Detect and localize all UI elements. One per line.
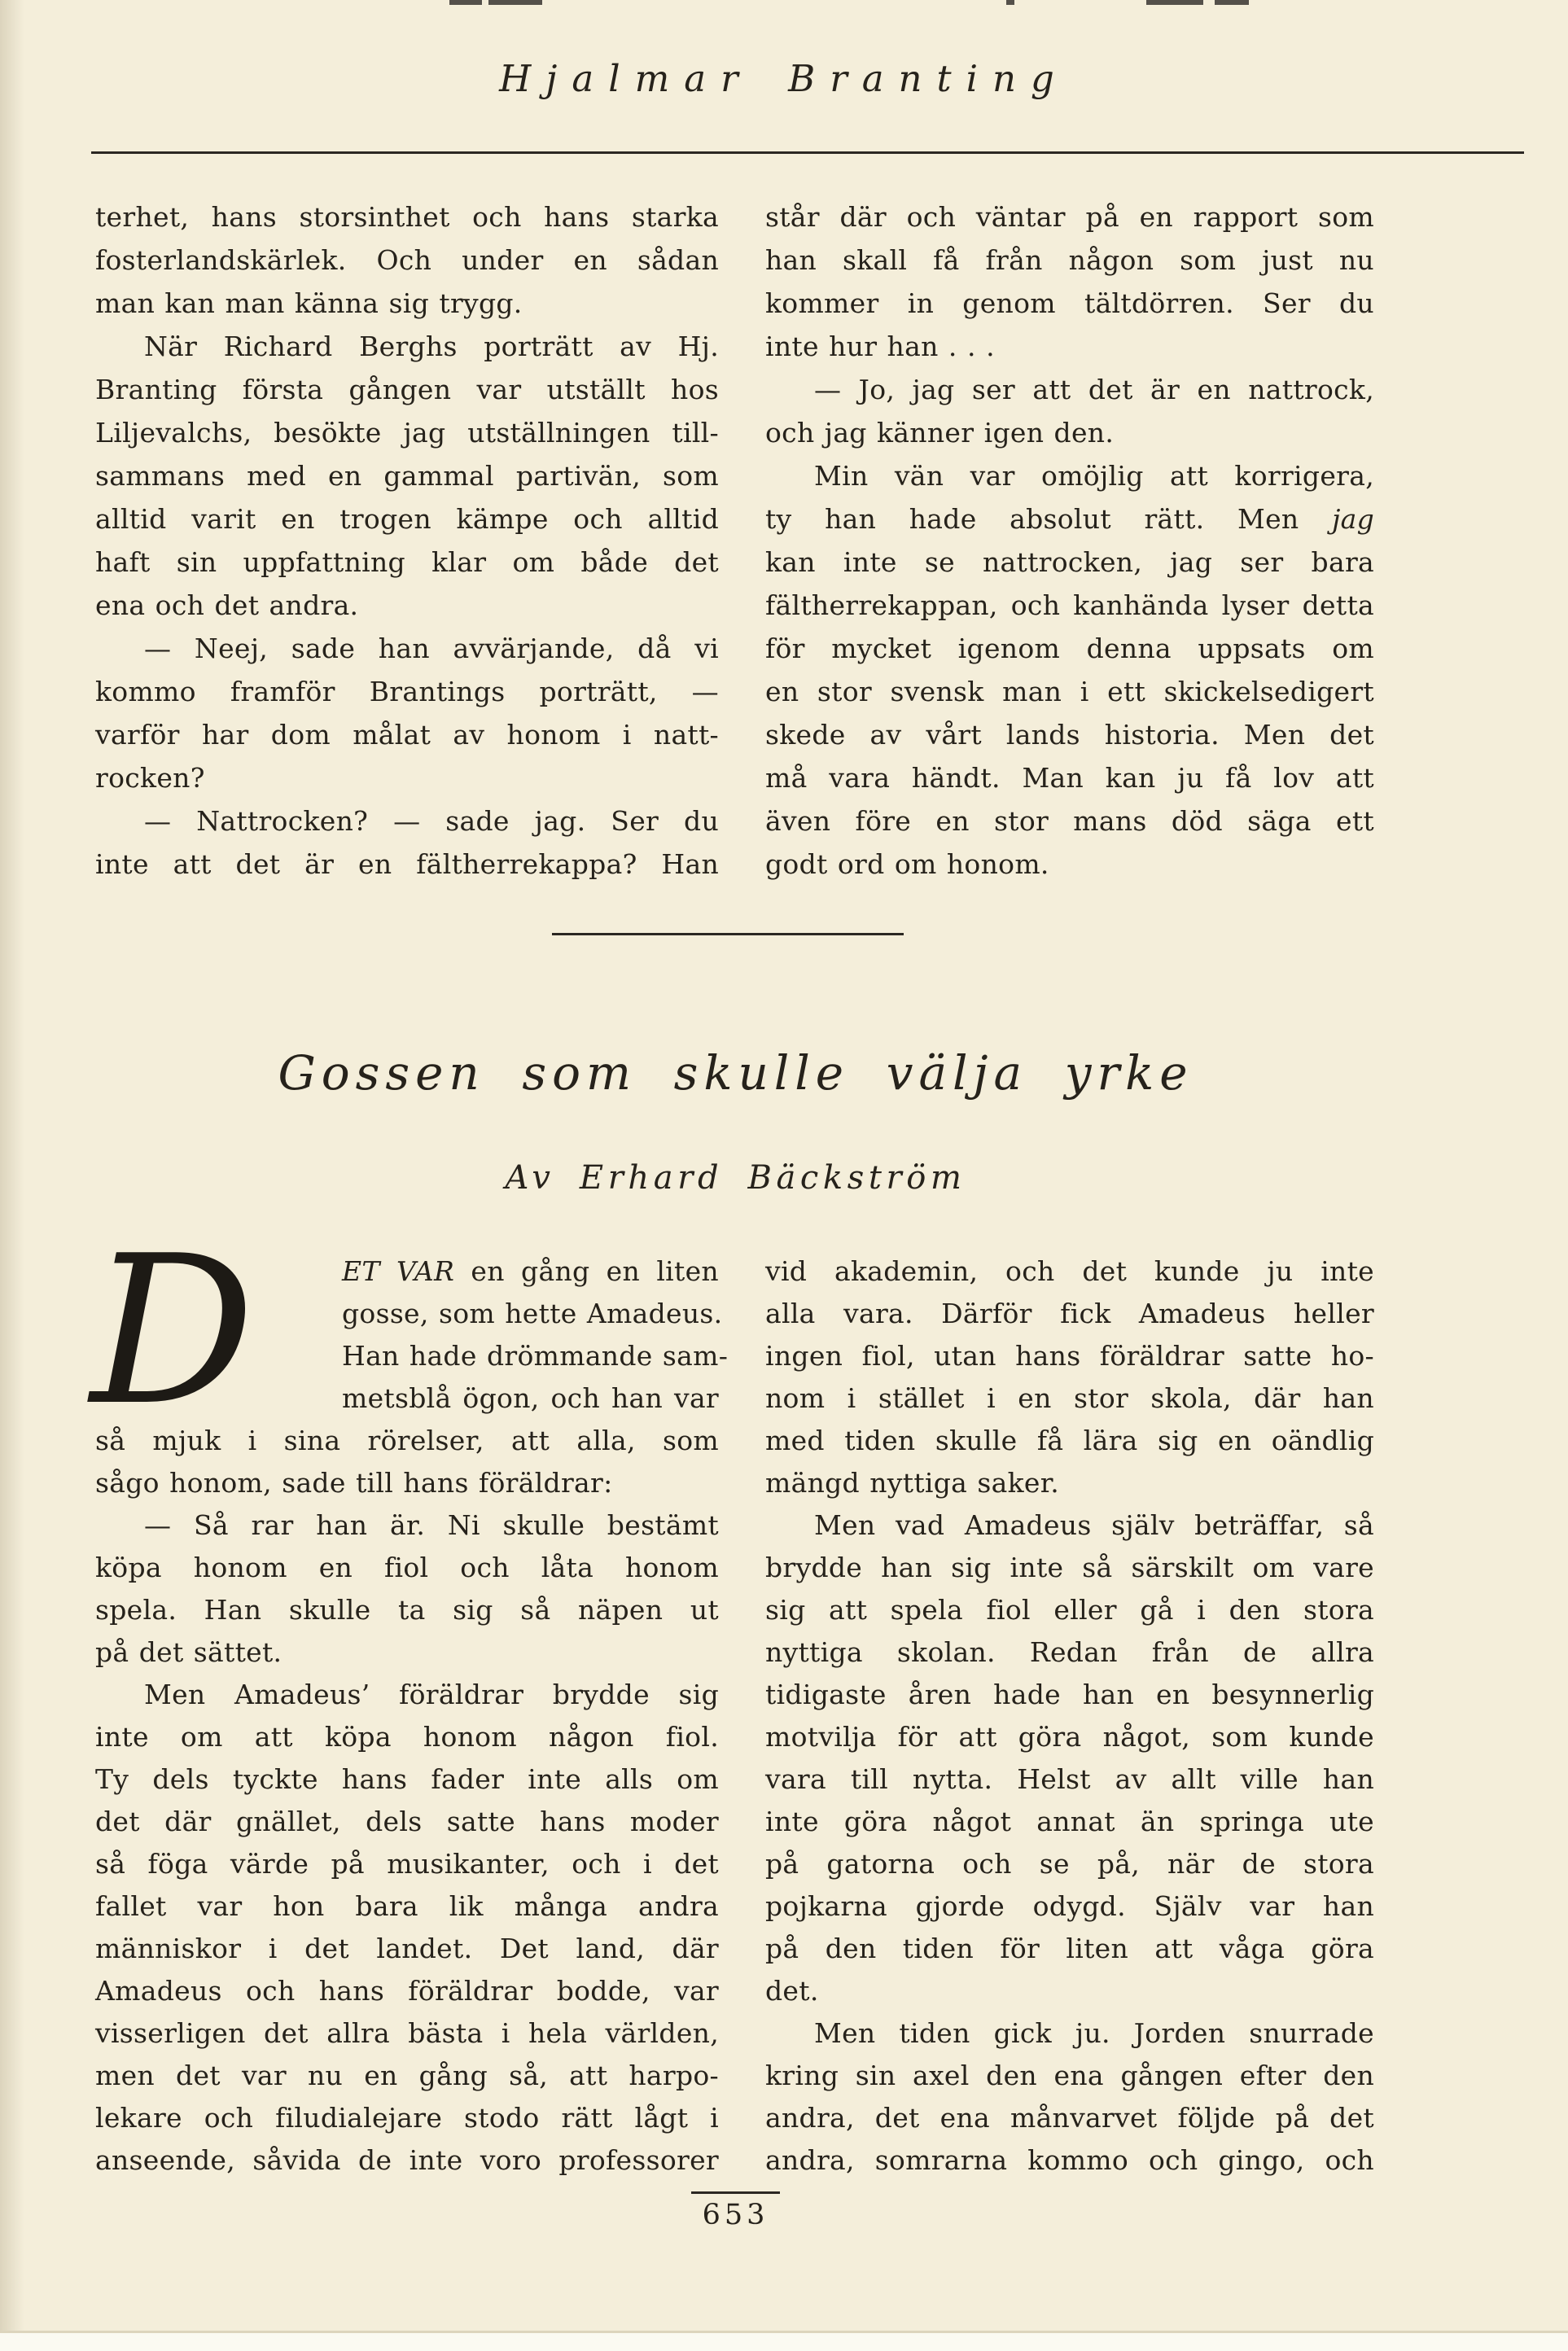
section-divider-rule xyxy=(552,933,904,935)
text-line: en stor svensk man i ett skickelsedigert xyxy=(765,676,1374,707)
page-left-edge-shadow xyxy=(0,0,24,2351)
text-line: spela. Han skulle ta sig så näpen ut xyxy=(95,1594,719,1626)
scan-mark xyxy=(1006,0,1014,5)
text-line: Ty dels tyckte hans fader inte alls om xyxy=(95,1763,719,1795)
story-title: Gossen som skulle välja yrke xyxy=(278,1045,1194,1101)
text-line: godt ord om honom. xyxy=(765,848,1049,880)
text-line: så mjuk i sina rörelser, att alla, som xyxy=(95,1425,719,1456)
text-line: mängd nyttiga saker. xyxy=(765,1467,1059,1499)
text-line: — Nattrocken? — sade jag. Ser du xyxy=(144,805,719,837)
text-line: inte göra något annat än springa ute xyxy=(765,1806,1374,1837)
text-line: skede av vårt lands historia. Men det xyxy=(765,719,1374,751)
article2-right-column xyxy=(765,1250,1374,2182)
text-line: nom i stället i en stor skola, där han xyxy=(765,1382,1374,1414)
text-line: lekare och filudialejare stodo rätt lågt i xyxy=(95,2102,719,2134)
text-line: kommo framför Brantings porträtt, — xyxy=(95,676,719,707)
running-header-title: Hjalmar Branting xyxy=(499,57,1069,100)
text-line: kring sin axel den ena gången efter den xyxy=(765,2060,1374,2091)
text-line: Han hade drömmande sam- xyxy=(342,1340,729,1372)
text-line: ET VAR en gång en liten xyxy=(342,1255,719,1287)
text-line: fältherrekappan, och kanhända lyser detta xyxy=(765,589,1374,621)
text-line: det. xyxy=(765,1975,819,2007)
text-line: alltid varit en trogen kämpe och alltid xyxy=(95,503,719,535)
text-line: — Så rar han är. Ni skulle bestämt xyxy=(144,1509,719,1541)
text-line: ena och det andra. xyxy=(95,589,359,621)
text-line: sågo honom, sade till hans föräldrar: xyxy=(95,1467,613,1499)
page-number: 653 xyxy=(691,2191,781,2231)
text-line: rocken? xyxy=(95,762,205,794)
text-line: men det var nu en gång så, att harpo- xyxy=(95,2060,719,2091)
text-line: pojkarna gjorde odygd. Själv var han xyxy=(765,1890,1374,1922)
text-line: inte hur han . . . xyxy=(765,331,995,362)
article1-left-column xyxy=(95,195,719,886)
drop-cap-letter: D xyxy=(90,1212,256,1451)
text-line: inte om att köpa honom någon fiol. xyxy=(95,1721,719,1753)
text-line: han skall få från någon som just nu xyxy=(765,244,1374,276)
text-line: på gatorna och se på, när de stora xyxy=(765,1848,1374,1880)
text-line: sammans med en gammal partivän, som xyxy=(95,460,719,492)
page-footer xyxy=(95,2191,1376,2231)
text-line: med tiden skulle få lära sig en oändlig xyxy=(765,1425,1374,1456)
text-line: andra, somrarna kommo och gingo, och xyxy=(765,2144,1374,2176)
text-line: terhet, hans storsinthet och hans starka xyxy=(95,201,719,233)
page-bottom-edge xyxy=(0,2333,1568,2351)
text-line: man kan man känna sig trygg. xyxy=(95,287,523,319)
story-byline: Av Erhard Bäckström xyxy=(505,1159,966,1197)
text-line: ty han hade absolut rätt. Men jag xyxy=(765,503,1374,535)
text-line: så föga värde på musikanter, och i det xyxy=(95,1848,719,1880)
text-line: nyttiga skolan. Redan från de allra xyxy=(765,1636,1374,1668)
text-line: Branting första gången var utställt hos xyxy=(95,374,719,405)
text-line: fosterlandskärlek. Och under en sådan xyxy=(95,244,719,276)
text-line: må vara händt. Man kan ju få lov att xyxy=(765,762,1374,794)
text-line: kommer in genom tältdörren. Ser du xyxy=(765,287,1374,319)
scan-mark xyxy=(488,0,542,5)
text-line: andra, det ena månvarvet följde på det xyxy=(765,2102,1374,2134)
article1-right-column xyxy=(765,195,1374,886)
article2-left-column xyxy=(90,1212,729,2182)
text-line: och jag känner igen den. xyxy=(765,417,1115,449)
text-line: vid akademin, och det kunde ju inte xyxy=(765,1255,1374,1287)
text-line: varför har dom målat av honom i natt- xyxy=(95,719,719,751)
text-line: människor i det landet. Det land, där xyxy=(95,1933,719,1964)
text-line: sig att spela fiol eller gå i den stora xyxy=(765,1594,1374,1626)
text-line: Min vän var omöjlig att korrigera, xyxy=(814,460,1374,492)
text-line: Men Amadeus’ föräldrar brydde sig xyxy=(144,1679,719,1710)
text-line: fallet var hon bara lik många andra xyxy=(95,1890,719,1922)
text-line: brydde han sig inte så särskilt om vare xyxy=(765,1552,1374,1583)
text-line: på det sättet. xyxy=(95,1636,283,1668)
text-line: alla vara. Därför fick Amadeus heller xyxy=(765,1298,1374,1329)
text-line: haft sin uppfattning klar om både det xyxy=(95,546,719,578)
text-line: på den tiden för liten att våga göra xyxy=(765,1933,1374,1964)
text-line: Liljevalchs, besökte jag utställningen till- xyxy=(95,417,719,449)
text-line: Men tiden gick ju. Jorden snurrade xyxy=(814,2017,1374,2049)
text-line: ingen fiol, utan hans föräldrar satte ho- xyxy=(765,1340,1374,1372)
text-line: metsblå ögon, och han var xyxy=(342,1382,719,1414)
text-line: tidigaste åren hade han en besynnerlig xyxy=(765,1679,1374,1710)
text-line: — Jo, jag ser att det är en nattrock, xyxy=(814,374,1374,405)
scan-mark xyxy=(449,0,482,5)
text-line: för mycket igenom denna uppsats om xyxy=(765,633,1374,664)
scan-mark xyxy=(1215,0,1249,5)
header-rule xyxy=(91,151,1524,154)
text-line: — Neej, sade han avvärjande, då vi xyxy=(144,633,719,664)
text-line: anseende, såvida de inte voro professorer xyxy=(95,2144,719,2176)
text-line: inte att det är en fältherrekappa? Han xyxy=(95,848,719,880)
text-line: gosse, som hette Amadeus. xyxy=(342,1298,723,1329)
text-line: Amadeus och hans föräldrar bodde, var xyxy=(95,1975,719,2007)
text-line: det där gnället, dels satte hans moder xyxy=(95,1806,719,1837)
text-line: motvilja för att göra något, som kunde xyxy=(765,1721,1374,1753)
text-line: När Richard Berghs porträtt av Hj. xyxy=(144,331,719,362)
text-line: visserligen det allra bästa i hela världen, xyxy=(95,2017,719,2049)
text-line: köpa honom en fiol och låta honom xyxy=(95,1552,719,1583)
text-line: vara till nytta. Helst av allt ville han xyxy=(765,1763,1374,1795)
text-line: Men vad Amadeus själv beträffar, så xyxy=(814,1509,1374,1541)
text-line: står där och väntar på en rapport som xyxy=(765,201,1374,233)
text-line: även före en stor mans död säga ett xyxy=(765,805,1374,837)
text-line: kan inte se nattrocken, jag ser bara xyxy=(765,546,1374,578)
scan-mark xyxy=(1146,0,1203,5)
